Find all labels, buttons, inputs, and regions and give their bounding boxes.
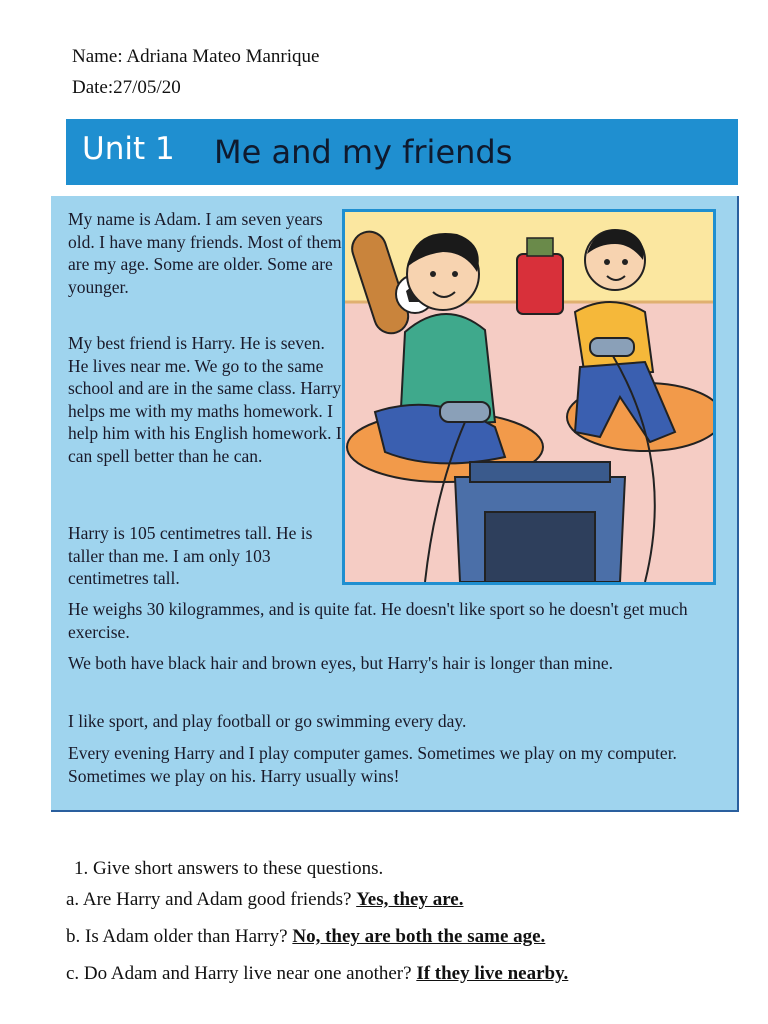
answer-c: If they live nearby. [416,963,569,984]
question-b-prompt: b. Is Adam older than Harry? [66,926,293,947]
reading-panel [51,196,739,812]
answer-b: No, they are both the same age. [292,926,546,947]
two-boys-playing-video-game-illustration [345,212,713,582]
date-line: Date:27/05/20 [72,77,181,98]
student-name: Name: Adriana Mateo Manrique [72,46,320,67]
paragraph-best-friend: My best friend is Harry. He is seven. He lives near me. We go to the same school and are in the same class. Harry helps me with my maths homework. I help him with his English homework. I can spell better than he can. [68,333,342,466]
paragraph-games: Every evening Harry and I play computer games. Sometimes we play on my computer. Sometimes we play on his. Harry usually wins! [68,743,677,786]
answer-a: Yes, they are. [356,889,464,910]
paragraph-height: Harry is 105 centimetres tall. He is taller than me. I am only 103 centimetres tall. [68,523,313,588]
paragraph-intro: My name is Adam. I am seven years old. I have many friends. Most of them are my age. Some are older. Some are younger. [68,209,342,297]
question-a [66,889,463,911]
question-c [66,963,568,985]
paragraph-sport: I like sport, and play football or go swimming every day. [68,711,467,731]
unit-number: Unit 1 [82,131,175,167]
question-a-prompt: a. Are Harry and Adam good friends? [66,889,357,910]
question-b [66,926,545,948]
question-c-prompt: c. Do Adam and Harry live near one another? [66,963,417,984]
boys-gaming-illustration [342,209,716,585]
paragraph-hair: We both have black hair and brown eyes, but Harry's hair is longer than mine. [68,653,614,673]
paragraph-weight: He weighs 30 kilogrammes, and is quite fat. He doesn't like sport so he doesn't get much exercise. [68,599,688,642]
questions-heading: 1. Give short answers to these questions. [74,858,384,879]
unit-title: Me and my friends [214,133,513,171]
unit-banner [66,119,738,185]
